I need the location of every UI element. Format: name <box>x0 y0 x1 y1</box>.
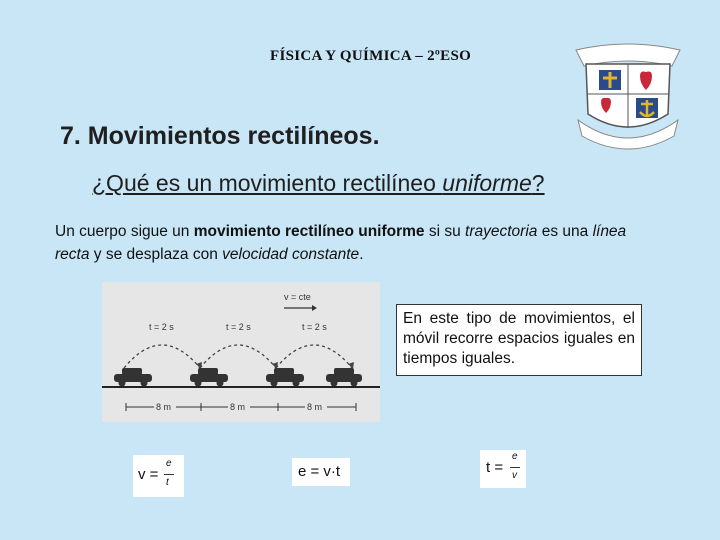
car-icon <box>114 368 152 387</box>
section-title: 7. Movimientos rectilíneos. <box>60 122 380 150</box>
arc-arrowhead <box>196 362 202 369</box>
velocity-formula <box>133 455 184 497</box>
question-emphasis: uniforme <box>442 170 532 196</box>
car-icon <box>190 368 228 387</box>
para-bold-term: movimiento rectilíneo uniforme <box>193 223 425 240</box>
note-box: En este tipo de movimientos, el móvil recorre espacios iguales en tiempos iguales. <box>396 304 642 376</box>
para-italic-trayectoria: trayectoria <box>465 223 538 240</box>
time-formula-numerator: e <box>512 451 518 462</box>
velocity-formula-lhs: v = <box>138 466 159 483</box>
distance-formula-text: e = v·t <box>298 463 341 480</box>
time-formula-lhs: t = <box>486 459 504 476</box>
fraction-bar <box>164 474 174 475</box>
uniform-motion-diagram <box>102 282 380 422</box>
jump-arc <box>124 345 200 368</box>
time-formula <box>480 450 526 488</box>
velocity-formula-numerator: e <box>166 458 172 469</box>
distance-label: 8 m <box>230 402 246 412</box>
fraction-bar <box>510 467 520 468</box>
arc-arrowhead <box>272 362 278 369</box>
definition-paragraph <box>55 220 655 266</box>
distance-label: 8 m <box>307 402 323 412</box>
velocity-arrowhead <box>312 305 317 311</box>
para-italic-velocidad: velocidad constante <box>222 246 360 263</box>
time-label: t = 2 s <box>149 322 174 332</box>
velocity-label: v = cte <box>284 292 311 302</box>
question-heading <box>92 170 545 197</box>
car-icon <box>266 368 304 387</box>
arc-arrowhead <box>348 362 354 369</box>
distance-formula <box>292 458 350 486</box>
velocity-formula-denominator: t <box>166 477 169 488</box>
school-crest-logo <box>568 36 688 154</box>
header-title: FÍSICA Y QUÍMICA – 2ºESO <box>270 48 472 64</box>
para-text-2: si su <box>424 223 466 240</box>
question-suffix: ? <box>531 170 545 196</box>
question-prefix: ¿Qué es un movimiento rectilíneo <box>92 170 443 196</box>
time-label: t = 2 s <box>302 322 327 332</box>
distance-label: 8 m <box>156 402 172 412</box>
time-formula-denominator: v <box>512 470 517 481</box>
car-icon <box>326 368 362 387</box>
jump-arc <box>276 345 352 368</box>
para-italic-linea-recta: línea recta <box>55 223 627 263</box>
jump-arc <box>200 345 276 368</box>
para-text-5: . <box>359 246 364 263</box>
para-text-1: Un cuerpo sigue un <box>55 223 194 240</box>
para-text-3: es una <box>537 223 593 240</box>
para-text-4: y se desplaza con <box>89 246 223 263</box>
time-label: t = 2 s <box>226 322 251 332</box>
